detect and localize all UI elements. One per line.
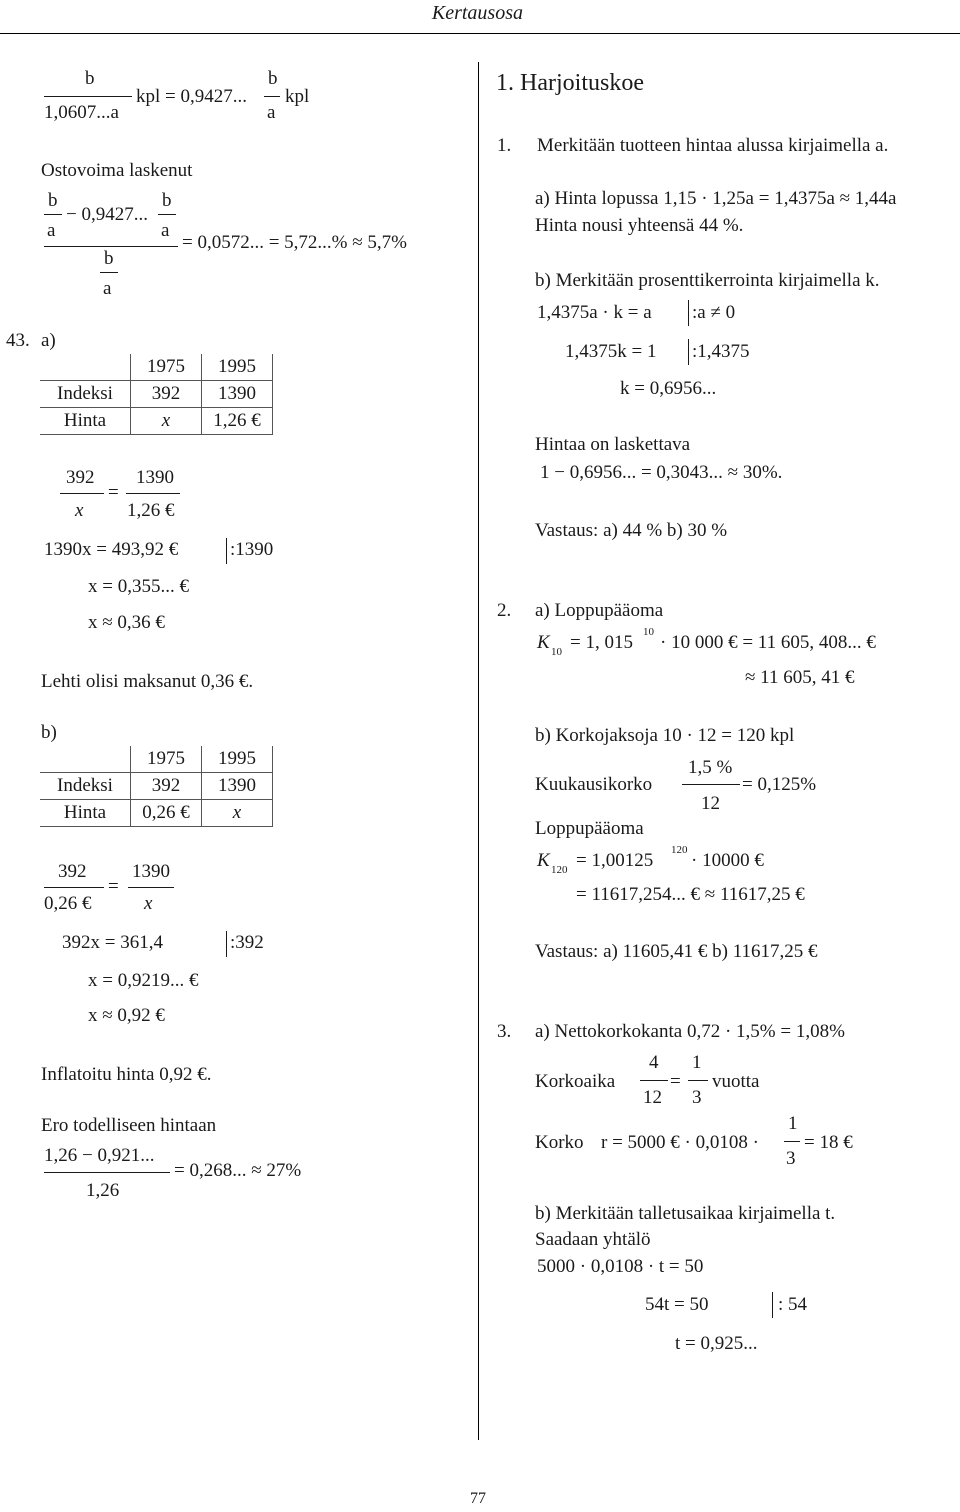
- a-step-2: x = 0,355... €: [88, 576, 189, 597]
- table-row: Indeksi 392 1390: [40, 773, 273, 800]
- q2-a-label: a) Loppupääoma: [535, 600, 664, 621]
- part-b-label: b): [41, 722, 57, 743]
- q2-b-exponent: 120: [671, 844, 688, 856]
- q3-b-line-1: b) Merkitään talletusaikaa kirjaimella t.: [535, 1203, 836, 1224]
- korko-d: 3: [786, 1148, 796, 1169]
- header-rule: [0, 33, 960, 34]
- section-heading: 1. Harjoituskoe: [496, 70, 644, 96]
- fraction-bar: [44, 1172, 170, 1173]
- korko-result: = 18 €: [804, 1132, 853, 1153]
- operation-bar: [688, 300, 689, 326]
- q1-eq-1-op: :a ≠ 0: [692, 302, 736, 323]
- exercise-number: 43.: [6, 330, 30, 351]
- b-answer: Inflatoitu hinta 0,92 €.: [41, 1064, 212, 1085]
- ov-d2: a: [161, 220, 170, 241]
- prop-a-n1: 392: [66, 467, 95, 488]
- ov-d1: a: [47, 220, 56, 241]
- q1-h-1: Hintaa on laskettava: [535, 434, 691, 455]
- q1-eq-2: 1,4375k = 1: [565, 341, 657, 362]
- q2-b-eq-2: = 11617,254... € ≈ 11617,25 €: [576, 884, 805, 905]
- b-step-2: x = 0,9219... €: [88, 970, 199, 991]
- a-answer: Lehti olisi maksanut 0,36 €.: [41, 671, 254, 692]
- expr-num-b: b: [85, 68, 95, 89]
- fraction-bar: [44, 887, 104, 888]
- q1-b-line-1: b) Merkitään prosenttikerrointa kirjaimella k.: [535, 270, 880, 291]
- q2-number: 2.: [497, 600, 512, 621]
- q2-a-eq-1b: · 10 000 € = 11 605, 408... €: [660, 632, 876, 653]
- part-a-label: a): [41, 330, 56, 351]
- ov-n2: b: [162, 190, 172, 211]
- expr-mid: kpl = 0,9427...: [136, 86, 247, 107]
- q2-answer: Vastaus: a) 11605,41 € b) 11617,25 €: [535, 941, 818, 962]
- operation-bar: [226, 931, 227, 957]
- ka-d2: 3: [692, 1087, 702, 1108]
- fraction-bar: [682, 784, 740, 785]
- fraction-bar: [128, 887, 174, 888]
- fraction-bar: [158, 214, 176, 215]
- ka-n2: 1: [692, 1052, 702, 1073]
- q1-eq-2-op: :1,4375: [692, 341, 750, 362]
- q1-h-2: 1 − 0,6956... = 0,3043... ≈ 30%.: [540, 462, 783, 483]
- loppupaaoma-label: Loppupääoma: [535, 818, 644, 839]
- ka-eq: =: [670, 1071, 681, 1092]
- prop-b-d2: x: [144, 893, 153, 914]
- q3-a-line-1: a) Nettokorkokanta 0,72 · 1,5% = 1,08%: [535, 1021, 845, 1042]
- fraction-bar: [640, 1080, 668, 1081]
- column-divider: [478, 62, 479, 1440]
- ero-den: 1,26: [86, 1180, 120, 1201]
- q3-number: 3.: [497, 1021, 512, 1042]
- q2-b-k: K: [537, 850, 550, 871]
- operation-bar: [226, 538, 227, 564]
- fraction-bar: [60, 493, 104, 494]
- table-row: Indeksi 392 1390: [40, 381, 273, 408]
- b-step-1: 392x = 361,4: [62, 932, 163, 953]
- q3-b-line-2: Saadaan yhtälö: [535, 1229, 651, 1250]
- q2-b-eq-1: = 1,00125: [576, 850, 654, 871]
- kuukausikorko-label: Kuukausikorko: [535, 774, 653, 795]
- ka-d1: 12: [643, 1087, 662, 1108]
- fraction-bar: [44, 214, 62, 215]
- prop-a-eq: =: [108, 482, 119, 503]
- ero-label: Ero todelliseen hintaan: [41, 1115, 217, 1136]
- ero-result: = 0,268... ≈ 27%: [174, 1160, 302, 1181]
- table-row: Hinta x 1,26 €: [40, 408, 273, 435]
- table-row: 1975 1995: [40, 746, 273, 773]
- fraction-bar: [264, 96, 280, 97]
- q3-eq-1: 5000 · 0,0108 · t = 50: [537, 1256, 704, 1277]
- korko-label: Korko: [535, 1132, 584, 1153]
- ov-bot-den: a: [103, 278, 112, 299]
- prop-b-d1: 0,26 €: [44, 893, 92, 914]
- q3-eq-2-op: : 54: [778, 1294, 808, 1315]
- prop-a-d1: x: [75, 500, 84, 521]
- header-title: Kertausosa: [431, 2, 523, 24]
- a-step-1: 1390x = 493,92 €: [44, 539, 179, 560]
- expr-unit: kpl: [285, 86, 310, 107]
- operation-bar: [688, 339, 689, 365]
- korko-n: 1: [788, 1113, 798, 1134]
- q3-eq-3: t = 0,925...: [675, 1333, 758, 1354]
- ka-unit: vuotta: [712, 1071, 760, 1092]
- q1-answer: Vastaus: a) 44 % b) 30 %: [535, 520, 728, 541]
- a-step-3: x ≈ 0,36 €: [88, 612, 165, 633]
- prop-b-n2: 1390: [132, 861, 170, 882]
- kk-den: 12: [701, 793, 720, 814]
- ka-n1: 4: [649, 1052, 659, 1073]
- prop-b-eq: =: [108, 876, 119, 897]
- q1-number: 1.: [497, 135, 512, 156]
- kk-num: 1,5 %: [688, 757, 733, 778]
- operation-bar: [772, 1292, 773, 1318]
- korko-expr: r = 5000 € · 0,0108 ·: [601, 1132, 759, 1153]
- main-fraction-bar: [44, 246, 178, 247]
- fraction-bar: [126, 493, 180, 494]
- q2-a-k-sub: 10: [551, 646, 562, 658]
- fraction-bar: [688, 1080, 708, 1081]
- ov-result: = 0,0572... = 5,72...% ≈ 5,7%: [182, 232, 408, 253]
- prop-a-n2: 1390: [136, 467, 174, 488]
- b-step-3: x ≈ 0,92 €: [88, 1005, 165, 1026]
- q2-a-eq-2: ≈ 11 605, 41 €: [745, 667, 855, 688]
- table-row: 1975 1995: [40, 354, 273, 381]
- kk-result: = 0,125%: [742, 774, 817, 795]
- q2-a-exponent: 10: [643, 626, 654, 638]
- ov-bot-num: b: [104, 248, 114, 269]
- q2-b-k-sub: 120: [551, 864, 568, 876]
- expr-num-b2: b: [268, 68, 278, 89]
- ostovoima-label: Ostovoima laskenut: [41, 160, 193, 181]
- q1-eq-3: k = 0,6956...: [620, 378, 717, 399]
- q3-eq-2: 54t = 50: [645, 1294, 709, 1315]
- expr-den-a: a: [267, 102, 276, 123]
- q2-a-k: K: [537, 632, 550, 653]
- q1-a-line-2: Hinta nousi yhteensä 44 %.: [535, 215, 744, 236]
- fraction-bar: [100, 272, 118, 273]
- q2-a-eq-1: = 1, 015: [570, 632, 633, 653]
- ov-minus: − 0,9427...: [66, 204, 148, 225]
- korkoaika-label: Korkoaika: [535, 1071, 616, 1092]
- q1-a-line-1: a) Hinta lopussa 1,15 · 1,25a = 1,4375a ≈ 1,44a: [535, 188, 897, 209]
- ero-num: 1,26 − 0,921...: [44, 1145, 155, 1166]
- prop-a-d2: 1,26 €: [127, 500, 175, 521]
- ov-n1: b: [48, 190, 58, 211]
- prop-b-n1: 392: [58, 861, 87, 882]
- fraction-bar: [44, 96, 132, 97]
- fraction-bar: [784, 1141, 800, 1142]
- q1-intro: Merkitään tuotteen hintaa alussa kirjaimella a.: [537, 135, 889, 156]
- index-table-a: [40, 354, 273, 435]
- page-number: 77: [470, 1490, 486, 1507]
- b-step-1-op: :392: [230, 932, 264, 953]
- q1-eq-1: 1,4375a · k = a: [537, 302, 652, 323]
- expr-den: 1,0607...a: [44, 102, 119, 123]
- q2-b-eq-1b: · 10000 €: [691, 850, 764, 871]
- a-step-1-op: :1390: [230, 539, 274, 560]
- index-table-b: [40, 746, 273, 827]
- q2-b-line-1: b) Korkojaksoja 10 · 12 = 120 kpl: [535, 725, 795, 746]
- table-row: Hinta 0,26 € x: [40, 800, 273, 827]
